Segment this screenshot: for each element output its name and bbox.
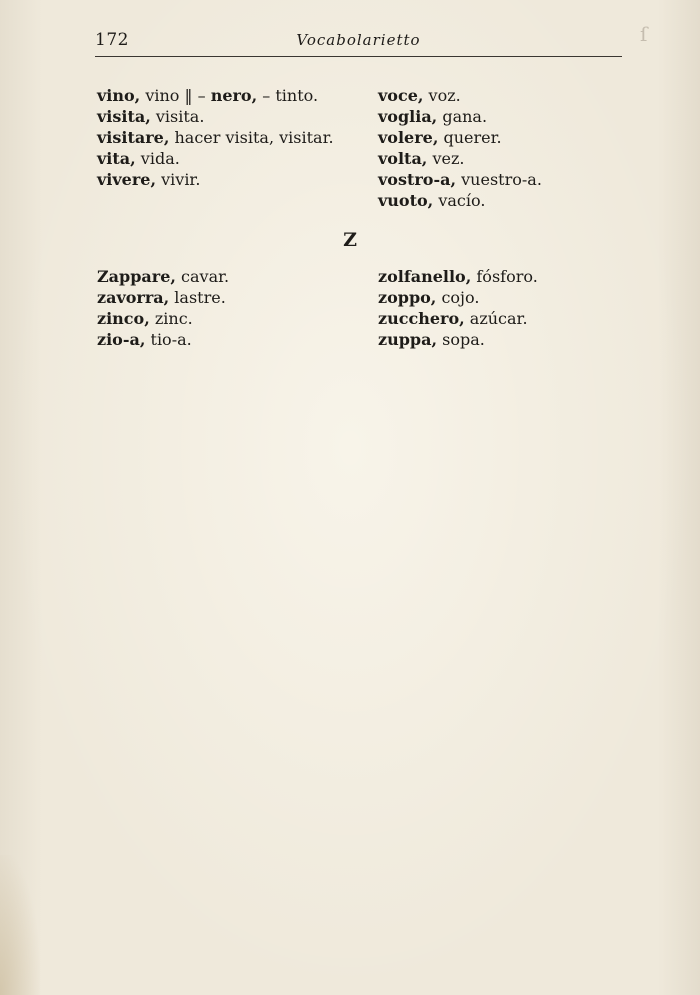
entry-headword: zolfanello,	[378, 267, 472, 286]
entry-definition: hacer visita, visitar.	[169, 128, 334, 147]
entry-headword: visita,	[97, 107, 151, 126]
vocab-entry	[378, 287, 643, 308]
entry-headword: vita,	[97, 149, 136, 168]
entry-definition: zinc.	[149, 309, 193, 328]
vocab-entry	[97, 287, 362, 308]
entry-definition: vino ‖ –	[140, 86, 211, 105]
entry-definition: vivir.	[156, 170, 201, 189]
entry-headword: zucchero,	[378, 309, 465, 328]
vocab-entry	[97, 308, 362, 329]
header-rule	[95, 56, 622, 57]
entry-definition: vez.	[427, 149, 465, 168]
entry-headword: Zappare,	[97, 267, 176, 286]
entry-definition: vuestro-a.	[456, 170, 542, 189]
entry-definition: visita.	[150, 107, 205, 126]
entry-headword: zuppa,	[378, 330, 438, 349]
vocab-entry	[97, 106, 362, 127]
page-number: 172	[95, 30, 129, 50]
entry-headword: visitare,	[97, 128, 170, 147]
bleed-through-mark: ſ	[640, 22, 648, 46]
entry-headword: vuoto,	[378, 191, 434, 210]
entry-headword: voglia,	[378, 107, 438, 126]
vocab-entry	[97, 329, 362, 350]
vocab-entry	[378, 85, 643, 106]
vocab-entry	[97, 127, 362, 148]
vocab-entry	[378, 308, 643, 329]
entry-definition: vacío.	[433, 191, 486, 210]
entry-headword: voce,	[378, 86, 424, 105]
vocab-entry	[378, 329, 643, 350]
entry-headword: vostro-a,	[378, 170, 457, 189]
entry-definition: cojo.	[436, 288, 480, 307]
entry-headword: zio-a,	[97, 330, 146, 349]
entry-headword: vivere,	[97, 170, 157, 189]
entry-subdefinition: – tinto.	[257, 86, 319, 105]
vocab-entry	[97, 148, 362, 169]
vocab-entry	[378, 127, 643, 148]
section-letter-z: Z	[343, 229, 357, 251]
entry-definition: voz.	[423, 86, 461, 105]
entry-definition: lastre.	[169, 288, 226, 307]
vocab-entry	[97, 266, 362, 287]
entry-definition: querer.	[438, 128, 502, 147]
vocab-entry	[378, 266, 643, 287]
entry-definition: gana.	[437, 107, 488, 126]
vocab-entry	[97, 169, 362, 190]
entry-headword: volere,	[378, 128, 439, 147]
vocab-entry	[378, 148, 643, 169]
entry-headword: zavorra,	[97, 288, 170, 307]
vocab-entry	[97, 85, 362, 106]
running-title: Vocabolarietto	[296, 31, 421, 49]
entry-definition: tio-a.	[145, 330, 192, 349]
vocab-entry	[378, 190, 643, 211]
vocab-column-z-right	[378, 266, 643, 350]
entry-definition: fósforo.	[471, 267, 538, 286]
entry-definition: azúcar.	[464, 309, 528, 328]
entry-headword: zoppo,	[378, 288, 437, 307]
vocab-column-v-left	[97, 85, 362, 190]
entry-definition: cavar.	[175, 267, 230, 286]
vocab-column-v-right	[378, 85, 643, 211]
entry-definition: sopa.	[437, 330, 485, 349]
page-header	[95, 26, 622, 56]
entry-headword: zinco,	[97, 309, 150, 328]
vocab-column-z-left	[97, 266, 362, 350]
page-stain	[0, 855, 40, 995]
vocab-entry	[378, 169, 643, 190]
entry-headword: volta,	[378, 149, 428, 168]
entry-subheadword: nero,	[210, 86, 258, 105]
entry-definition: vida.	[135, 149, 180, 168]
vocab-entry	[378, 106, 643, 127]
entry-headword: vino,	[97, 86, 141, 105]
